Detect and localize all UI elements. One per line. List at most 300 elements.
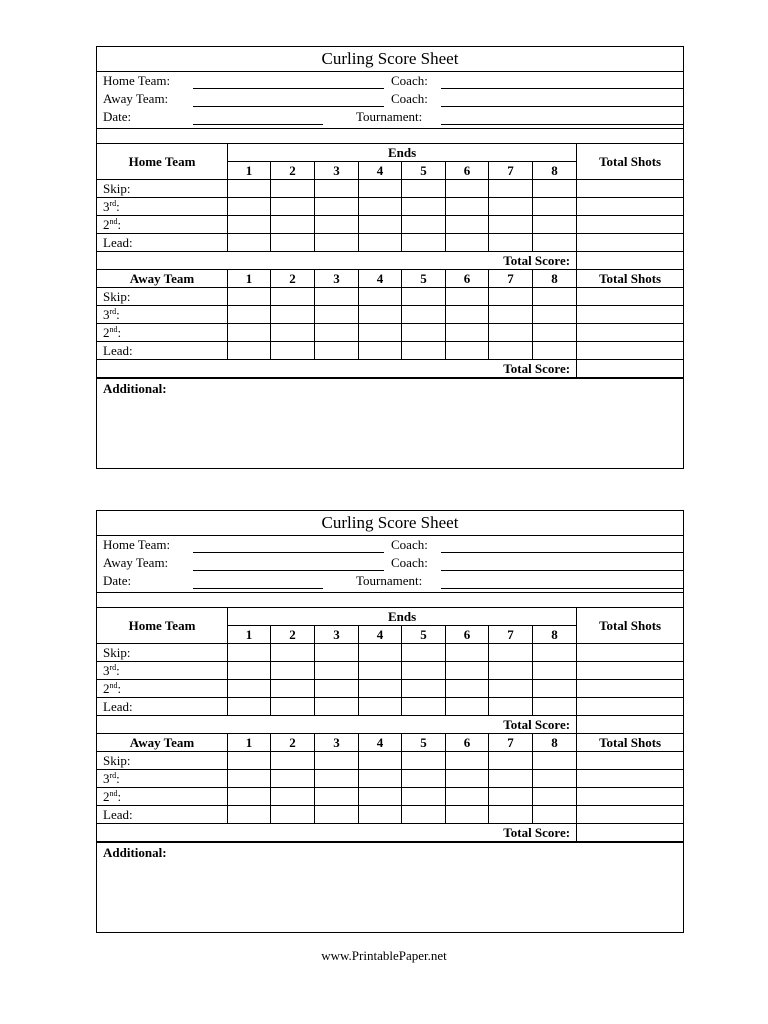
player-role-label: [97, 680, 228, 698]
away-team-field[interactable]: [193, 106, 384, 107]
date-label: Date:: [103, 573, 132, 588]
end-score-cell[interactable]: [489, 752, 533, 770]
end-number-6: 6: [446, 270, 489, 288]
coach-label-2: Coach:: [391, 91, 428, 106]
end-score-cell[interactable]: [402, 770, 446, 788]
date-field[interactable]: [193, 588, 323, 589]
end-score-cell[interactable]: [402, 180, 446, 198]
role-text: Skip:: [103, 180, 131, 196]
total-shots-cell[interactable]: [577, 180, 684, 198]
total-shots-cell[interactable]: [577, 698, 684, 716]
end-number-3: 3: [315, 162, 359, 180]
end-score-cell[interactable]: [402, 306, 446, 324]
end-score-cell[interactable]: [533, 306, 577, 324]
player-row: [97, 644, 684, 662]
end-score-cell[interactable]: [359, 198, 402, 216]
total-score-label: Total Score:: [97, 360, 577, 378]
end-score-cell[interactable]: [446, 234, 489, 252]
end-number-2: 2: [271, 270, 315, 288]
end-score-cell[interactable]: [533, 324, 577, 342]
total-score-row: [97, 252, 684, 270]
home-team-field[interactable]: [193, 552, 384, 553]
end-score-cell[interactable]: [228, 806, 271, 824]
score-table: [96, 608, 684, 842]
player-row: [97, 306, 684, 324]
end-score-cell[interactable]: [315, 180, 359, 198]
player-role-label: [97, 234, 228, 252]
total-score-row: [97, 360, 684, 378]
player-row: [97, 698, 684, 716]
player-role-label: [97, 180, 228, 198]
end-score-cell[interactable]: [228, 234, 271, 252]
end-score-cell[interactable]: [446, 198, 489, 216]
player-row: [97, 680, 684, 698]
end-score-cell[interactable]: [489, 198, 533, 216]
end-score-cell[interactable]: [228, 216, 271, 234]
end-score-cell[interactable]: [359, 662, 402, 680]
end-number-7: 7: [489, 626, 533, 644]
end-score-cell[interactable]: [271, 680, 315, 698]
end-score-cell[interactable]: [446, 306, 489, 324]
end-score-cell[interactable]: [315, 342, 359, 360]
end-score-cell[interactable]: [402, 324, 446, 342]
end-number-7: 7: [489, 270, 533, 288]
role-text: Lead:: [103, 234, 133, 250]
player-role-label: [97, 288, 228, 306]
end-score-cell[interactable]: [446, 680, 489, 698]
role-text: Lead:: [103, 698, 133, 714]
end-number-4: 4: [359, 734, 402, 752]
role-colon: :: [117, 216, 122, 232]
end-score-cell[interactable]: [402, 788, 446, 806]
home-coach-field[interactable]: [441, 552, 683, 553]
end-score-cell[interactable]: [402, 216, 446, 234]
end-score-cell[interactable]: [533, 342, 577, 360]
end-number-1: 1: [228, 270, 271, 288]
end-score-cell[interactable]: [315, 234, 359, 252]
player-row: [97, 806, 684, 824]
home-coach-field[interactable]: [441, 88, 683, 89]
end-score-cell[interactable]: [228, 770, 271, 788]
end-score-cell[interactable]: [533, 806, 577, 824]
end-number-6: 6: [446, 734, 489, 752]
total-shots-cell[interactable]: [577, 770, 684, 788]
end-score-cell[interactable]: [315, 770, 359, 788]
player-row: [97, 770, 684, 788]
end-score-cell[interactable]: [315, 644, 359, 662]
end-score-cell[interactable]: [271, 306, 315, 324]
home-team-header: Home Team: [97, 144, 228, 180]
role-text: 2: [103, 788, 110, 804]
team-info-section: [97, 536, 683, 593]
coach-label: Coach:: [391, 73, 428, 88]
end-score-cell[interactable]: [489, 180, 533, 198]
total-score-label: Total Score:: [97, 252, 577, 270]
end-score-cell[interactable]: [228, 198, 271, 216]
player-role-label: [97, 216, 228, 234]
end-score-cell[interactable]: [315, 680, 359, 698]
end-score-cell[interactable]: [402, 680, 446, 698]
player-role-label: [97, 788, 228, 806]
end-score-cell[interactable]: [271, 770, 315, 788]
role-text: 3: [103, 662, 110, 678]
end-score-cell[interactable]: [359, 698, 402, 716]
end-number-3: 3: [315, 270, 359, 288]
end-number-4: 4: [359, 162, 402, 180]
tournament-field[interactable]: [441, 124, 683, 125]
end-score-cell[interactable]: [359, 770, 402, 788]
end-score-cell[interactable]: [402, 698, 446, 716]
role-text: Skip:: [103, 288, 131, 304]
player-row: [97, 342, 684, 360]
total-shots-header: Total Shots: [577, 270, 684, 288]
total-score-cell[interactable]: [577, 824, 684, 842]
end-score-cell[interactable]: [315, 306, 359, 324]
additional-label: Additional:: [103, 845, 167, 860]
end-score-cell[interactable]: [271, 644, 315, 662]
total-score-cell[interactable]: [577, 252, 684, 270]
player-row: [97, 198, 684, 216]
away-team-label: Away Team:: [103, 91, 169, 106]
total-score-cell[interactable]: [577, 360, 684, 378]
end-score-cell[interactable]: [228, 306, 271, 324]
end-score-cell[interactable]: [533, 680, 577, 698]
player-role-label: [97, 806, 228, 824]
away-team-header: Away Team: [97, 270, 228, 288]
end-number-8: 8: [533, 626, 577, 644]
end-score-cell[interactable]: [315, 662, 359, 680]
role-text: 3: [103, 306, 110, 322]
end-score-cell[interactable]: [359, 216, 402, 234]
total-shots-cell[interactable]: [577, 288, 684, 306]
end-score-cell[interactable]: [489, 306, 533, 324]
end-score-cell[interactable]: [359, 788, 402, 806]
end-score-cell[interactable]: [533, 180, 577, 198]
end-score-cell[interactable]: [489, 288, 533, 306]
end-number-1: 1: [228, 734, 271, 752]
end-score-cell[interactable]: [271, 324, 315, 342]
away-team-label: Away Team:: [103, 555, 169, 570]
total-score-cell[interactable]: [577, 716, 684, 734]
end-score-cell[interactable]: [315, 198, 359, 216]
score-table: [96, 144, 684, 378]
total-shots-cell[interactable]: [577, 752, 684, 770]
end-score-cell[interactable]: [533, 216, 577, 234]
end-number-8: 8: [533, 162, 577, 180]
end-number-2: 2: [271, 626, 315, 644]
end-score-cell[interactable]: [359, 234, 402, 252]
end-score-cell[interactable]: [271, 806, 315, 824]
end-score-cell[interactable]: [228, 342, 271, 360]
tournament-label: Tournament:: [356, 109, 423, 124]
additional-notes-area[interactable]: [97, 842, 683, 932]
end-number-3: 3: [315, 626, 359, 644]
end-score-cell[interactable]: [359, 806, 402, 824]
end-number-6: 6: [446, 626, 489, 644]
home-team-label: Home Team:: [103, 537, 171, 552]
player-role-label: [97, 770, 228, 788]
end-number-5: 5: [402, 270, 446, 288]
end-number-5: 5: [402, 626, 446, 644]
end-score-cell[interactable]: [489, 234, 533, 252]
player-row: [97, 180, 684, 198]
away-team-field[interactable]: [193, 570, 384, 571]
player-row: [97, 234, 684, 252]
role-suffix: rd: [109, 770, 117, 780]
end-score-cell[interactable]: [228, 324, 271, 342]
end-number-2: 2: [271, 734, 315, 752]
end-score-cell[interactable]: [271, 234, 315, 252]
tournament-label: Tournament:: [356, 573, 423, 588]
role-colon: :: [116, 770, 120, 786]
total-shots-cell[interactable]: [577, 680, 684, 698]
end-score-cell[interactable]: [533, 234, 577, 252]
end-score-cell[interactable]: [271, 698, 315, 716]
ends-header: Ends: [228, 144, 577, 162]
player-row: [97, 216, 684, 234]
end-score-cell[interactable]: [489, 644, 533, 662]
end-score-cell[interactable]: [228, 698, 271, 716]
home-team-header: Home Team: [97, 608, 228, 644]
end-score-cell[interactable]: [228, 644, 271, 662]
end-score-cell[interactable]: [533, 644, 577, 662]
total-shots-cell[interactable]: [577, 324, 684, 342]
home-header-row: [97, 144, 684, 162]
end-score-cell[interactable]: [446, 216, 489, 234]
end-score-cell[interactable]: [271, 216, 315, 234]
end-score-cell[interactable]: [228, 288, 271, 306]
coach-label: Coach:: [391, 537, 428, 552]
player-row: [97, 288, 684, 306]
player-role-label: [97, 644, 228, 662]
end-score-cell[interactable]: [446, 180, 489, 198]
end-score-cell[interactable]: [489, 698, 533, 716]
total-score-row: [97, 824, 684, 842]
total-score-label: Total Score:: [97, 716, 577, 734]
away-coach-field[interactable]: [441, 570, 683, 571]
score-sheet-box: [96, 510, 684, 933]
away-coach-field[interactable]: [441, 106, 683, 107]
end-number-7: 7: [489, 162, 533, 180]
total-shots-header: Total Shots: [577, 608, 684, 644]
end-score-cell[interactable]: [271, 662, 315, 680]
score-sheet: [96, 510, 684, 933]
role-suffix: nd: [109, 788, 118, 798]
end-score-cell[interactable]: [489, 662, 533, 680]
end-score-cell[interactable]: [271, 288, 315, 306]
end-score-cell[interactable]: [271, 752, 315, 770]
total-shots-cell[interactable]: [577, 306, 684, 324]
end-number-4: 4: [359, 626, 402, 644]
footer-url: www.PrintablePaper.net: [321, 948, 447, 963]
end-score-cell[interactable]: [533, 788, 577, 806]
end-score-cell[interactable]: [271, 180, 315, 198]
end-number-8: 8: [533, 734, 577, 752]
home-team-label: Home Team:: [103, 73, 171, 88]
end-score-cell[interactable]: [446, 324, 489, 342]
player-role-label: [97, 662, 228, 680]
role-text: 2: [103, 680, 110, 696]
date-label: Date:: [103, 109, 132, 124]
end-score-cell[interactable]: [489, 324, 533, 342]
end-score-cell[interactable]: [446, 788, 489, 806]
end-number-7: 7: [489, 734, 533, 752]
end-score-cell[interactable]: [446, 288, 489, 306]
role-suffix: rd: [109, 662, 117, 672]
end-score-cell[interactable]: [533, 288, 577, 306]
end-score-cell[interactable]: [315, 806, 359, 824]
end-score-cell[interactable]: [402, 198, 446, 216]
end-score-cell[interactable]: [533, 698, 577, 716]
total-shots-cell[interactable]: [577, 644, 684, 662]
sheet-title: Curling Score Sheet: [97, 47, 683, 72]
end-score-cell[interactable]: [315, 698, 359, 716]
home-header-row: [97, 608, 684, 626]
role-suffix: rd: [109, 306, 117, 316]
end-score-cell[interactable]: [402, 234, 446, 252]
role-suffix: nd: [109, 216, 118, 226]
role-colon: :: [117, 324, 122, 340]
role-colon: :: [116, 198, 120, 214]
player-role-label: [97, 342, 228, 360]
total-shots-cell[interactable]: [577, 198, 684, 216]
player-row: [97, 324, 684, 342]
end-score-cell[interactable]: [359, 342, 402, 360]
total-shots-cell[interactable]: [577, 662, 684, 680]
coach-label-2: Coach:: [391, 555, 428, 570]
end-score-cell[interactable]: [228, 180, 271, 198]
end-score-cell[interactable]: [228, 788, 271, 806]
role-colon: :: [117, 680, 122, 696]
end-score-cell[interactable]: [533, 752, 577, 770]
end-score-cell[interactable]: [446, 342, 489, 360]
total-shots-cell[interactable]: [577, 788, 684, 806]
end-score-cell[interactable]: [489, 680, 533, 698]
score-sheet-box: [96, 46, 684, 469]
end-score-cell[interactable]: [228, 662, 271, 680]
end-number-6: 6: [446, 162, 489, 180]
role-suffix: nd: [109, 680, 118, 690]
end-score-cell[interactable]: [315, 216, 359, 234]
additional-notes-area[interactable]: [97, 378, 683, 468]
additional-label: Additional:: [103, 381, 167, 396]
end-number-4: 4: [359, 270, 402, 288]
end-score-cell[interactable]: [402, 806, 446, 824]
end-score-cell[interactable]: [359, 680, 402, 698]
total-shots-cell[interactable]: [577, 216, 684, 234]
end-score-cell[interactable]: [315, 788, 359, 806]
end-score-cell[interactable]: [489, 216, 533, 234]
away-header-row: [97, 734, 684, 752]
end-score-cell[interactable]: [359, 180, 402, 198]
end-score-cell[interactable]: [402, 288, 446, 306]
end-score-cell[interactable]: [315, 288, 359, 306]
end-score-cell[interactable]: [533, 770, 577, 788]
end-score-cell[interactable]: [489, 342, 533, 360]
end-score-cell[interactable]: [402, 752, 446, 770]
end-score-cell[interactable]: [359, 288, 402, 306]
total-score-label: Total Score:: [97, 824, 577, 842]
end-score-cell[interactable]: [271, 198, 315, 216]
total-shots-cell[interactable]: [577, 806, 684, 824]
role-text: 2: [103, 216, 110, 232]
end-score-cell[interactable]: [315, 324, 359, 342]
end-score-cell[interactable]: [489, 806, 533, 824]
end-number-3: 3: [315, 734, 359, 752]
role-text: 2: [103, 324, 110, 340]
end-score-cell[interactable]: [446, 770, 489, 788]
role-text: 3: [103, 198, 110, 214]
away-header-row: [97, 270, 684, 288]
total-score-row: [97, 716, 684, 734]
end-score-cell[interactable]: [271, 342, 315, 360]
end-score-cell[interactable]: [446, 806, 489, 824]
end-number-1: 1: [228, 162, 271, 180]
end-score-cell[interactable]: [402, 662, 446, 680]
team-info-section: [97, 72, 683, 129]
end-score-cell[interactable]: [228, 752, 271, 770]
player-row: [97, 788, 684, 806]
end-score-cell[interactable]: [489, 788, 533, 806]
player-row: [97, 662, 684, 680]
total-shots-cell[interactable]: [577, 234, 684, 252]
player-role-label: [97, 698, 228, 716]
end-score-cell[interactable]: [489, 770, 533, 788]
role-text: Lead:: [103, 806, 133, 822]
end-score-cell[interactable]: [446, 644, 489, 662]
end-number-1: 1: [228, 626, 271, 644]
total-shots-header: Total Shots: [577, 734, 684, 752]
role-colon: :: [116, 662, 120, 678]
end-score-cell[interactable]: [271, 788, 315, 806]
away-team-header: Away Team: [97, 734, 228, 752]
end-number-5: 5: [402, 734, 446, 752]
end-score-cell[interactable]: [533, 198, 577, 216]
end-score-cell[interactable]: [446, 698, 489, 716]
player-role-label: [97, 324, 228, 342]
player-row: [97, 752, 684, 770]
end-score-cell[interactable]: [402, 342, 446, 360]
score-sheet: [96, 46, 684, 469]
role-colon: :: [116, 306, 120, 322]
player-role-label: [97, 198, 228, 216]
end-score-cell[interactable]: [359, 324, 402, 342]
sheet-title: Curling Score Sheet: [97, 511, 683, 536]
role-suffix: nd: [109, 324, 118, 334]
date-field[interactable]: [193, 124, 323, 125]
player-role-label: [97, 752, 228, 770]
end-number-5: 5: [402, 162, 446, 180]
end-score-cell[interactable]: [359, 752, 402, 770]
end-score-cell[interactable]: [315, 752, 359, 770]
end-number-8: 8: [533, 270, 577, 288]
end-score-cell[interactable]: [359, 306, 402, 324]
spacer-row: [97, 593, 683, 608]
end-number-2: 2: [271, 162, 315, 180]
total-shots-cell[interactable]: [577, 342, 684, 360]
end-score-cell[interactable]: [359, 644, 402, 662]
end-score-cell[interactable]: [446, 752, 489, 770]
tournament-field[interactable]: [441, 588, 683, 589]
role-text: Skip:: [103, 752, 131, 768]
home-team-field[interactable]: [193, 88, 384, 89]
end-score-cell[interactable]: [228, 680, 271, 698]
end-score-cell[interactable]: [533, 662, 577, 680]
end-score-cell[interactable]: [446, 662, 489, 680]
role-text: 3: [103, 770, 110, 786]
player-role-label: [97, 306, 228, 324]
end-score-cell[interactable]: [402, 644, 446, 662]
